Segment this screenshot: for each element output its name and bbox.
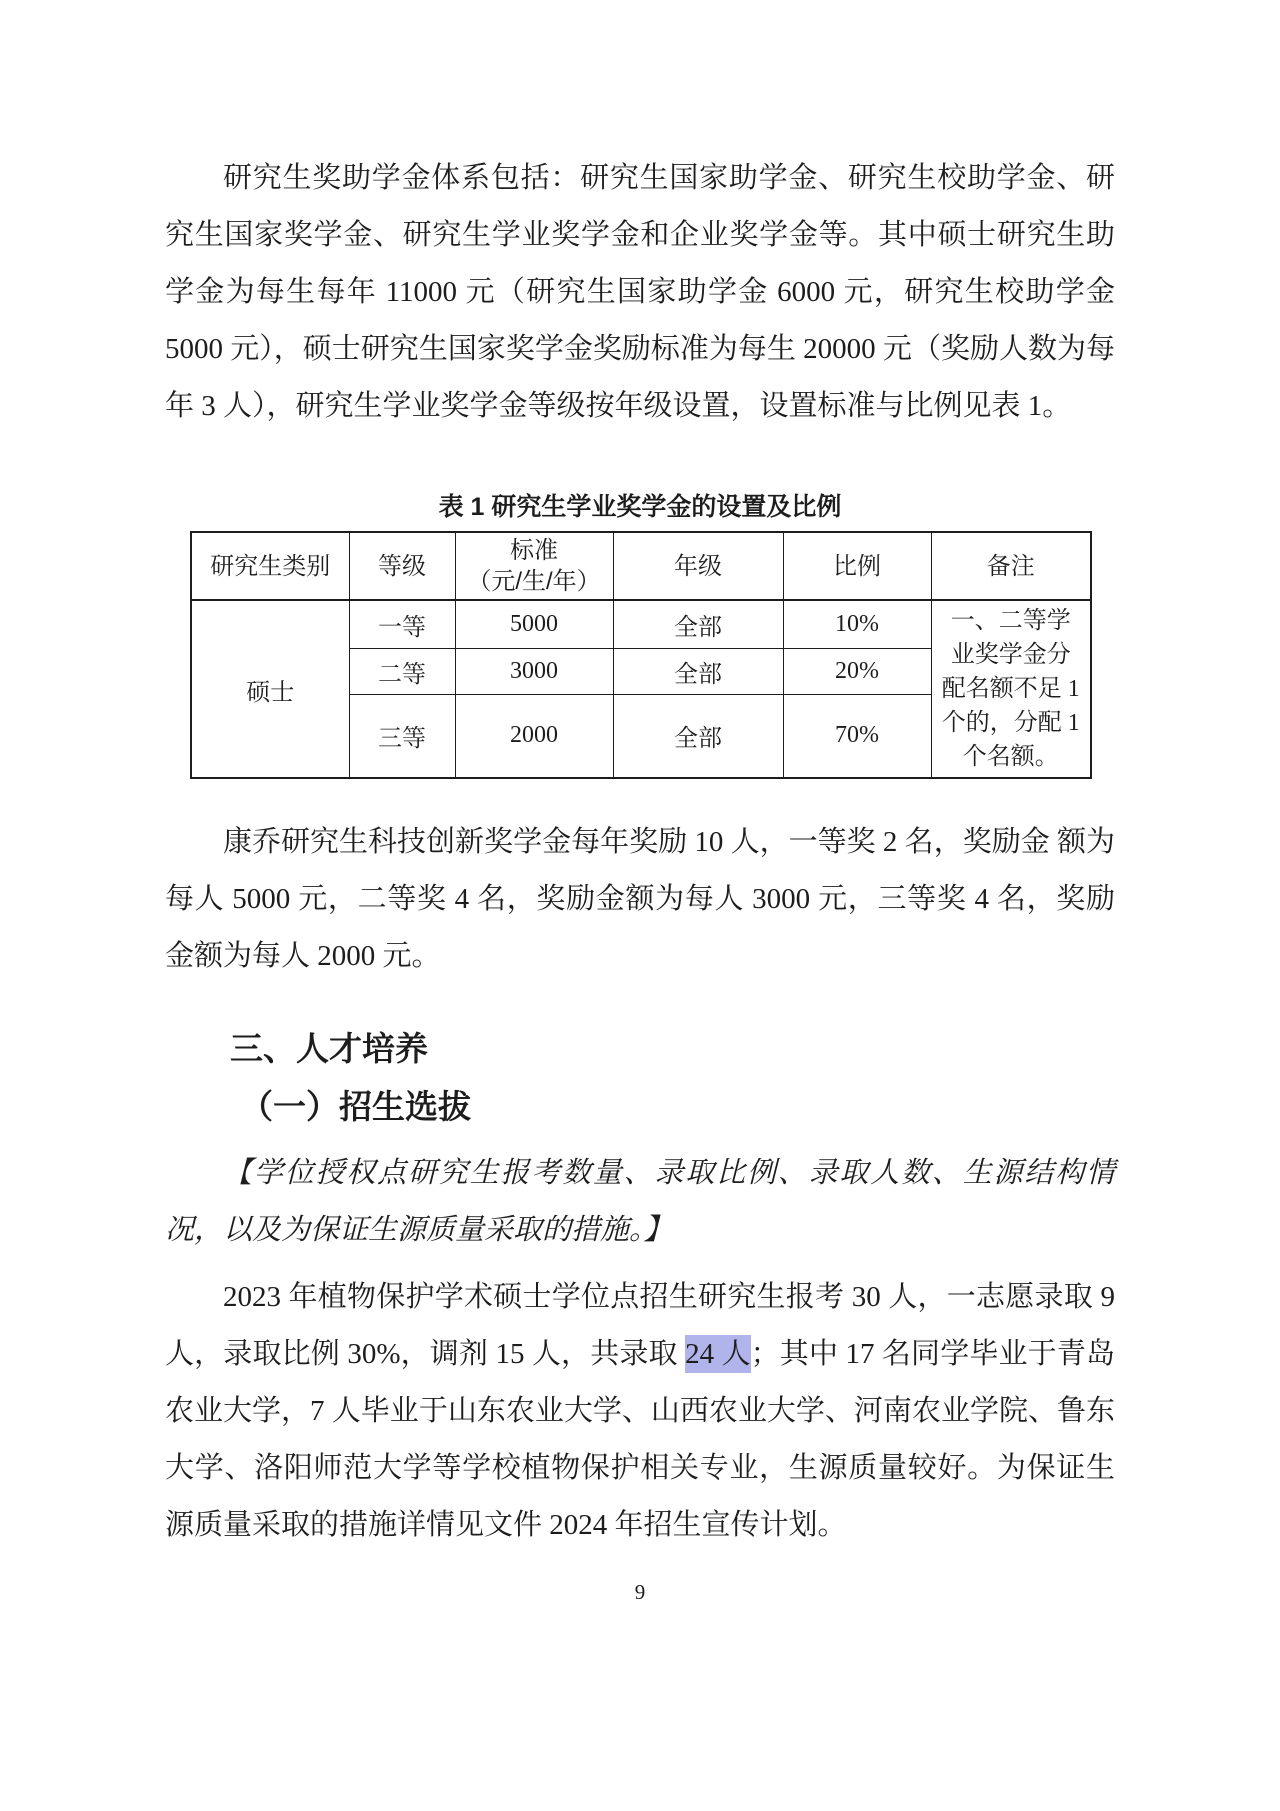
paragraph-bracket-note: 【学位授权点研究生报考数量、录取比例、录取人数、生源结构情况，以及为保证生源质量采取的措施。】 xyxy=(165,1157,1115,1246)
admissions-text-after: ；其中 17 名同学毕业于青岛农业大学，7 人毕业于山东农业大学、山西农业大学、河南农业学院、鲁东大学、洛阳师范大学等学校植物保护相关专业，生源质量较好。为保证生源质量采取的措施详情见文件 2024 年招生宣传计划。 xyxy=(165,1338,1115,1541)
header-grade: 等级 xyxy=(349,532,455,600)
cell-year: 全部 xyxy=(613,648,783,694)
table-header-row xyxy=(191,532,1091,600)
cell-ratio: 20% xyxy=(783,648,931,694)
header-standard xyxy=(455,532,613,600)
header-note: 备注 xyxy=(931,532,1091,600)
cell-standard: 5000 xyxy=(455,600,613,648)
cell-category-master: 硕士 xyxy=(191,600,349,778)
cell-grade: 二等 xyxy=(349,648,455,694)
header-standard-line2: （元/生/年） xyxy=(467,568,601,595)
admissions-highlighted-text: 24 人 xyxy=(685,1335,751,1373)
cell-ratio: 10% xyxy=(783,600,931,648)
section-heading-talent-cultivation: 三、人才培养 xyxy=(230,1030,428,1067)
cell-year: 全部 xyxy=(613,600,783,648)
cell-note: 一、二等学业奖学金分配名额不足 1 个的，分配 1 个名额。 xyxy=(931,600,1091,778)
cell-standard: 3000 xyxy=(455,648,613,694)
table-row xyxy=(191,600,1091,648)
page-number: 9 xyxy=(634,1580,646,1604)
cell-grade: 三等 xyxy=(349,694,455,778)
header-ratio: 比例 xyxy=(783,532,931,600)
admissions-text-before: 2023 年植物保护学术硕士学位点招生研究生报考 30 人，一志愿录取 9 人，录取比例 30%，调剂 15 人，共录取 xyxy=(165,1281,1115,1370)
subsection-heading-admission-selection: （一）招生选拔 xyxy=(240,1088,471,1125)
header-year: 年级 xyxy=(613,532,783,600)
table-1-scholarship-settings xyxy=(190,531,1092,779)
paragraph-kangqiao-award: 康乔研究生科技创新奖学金每年奖励 10 人，一等奖 2 名，奖励金 额为每人 5000 元，二等奖 4 名，奖励金额为每人 3000 元，三等奖 4 名，奖励金额为每人 2000 元。 xyxy=(165,826,1115,972)
cell-year: 全部 xyxy=(613,694,783,778)
paragraph-scholarship-system: 研究生奖助学金体系包括：研究生国家助学金、研究生校助学金、研究生国家奖学金、研究生学业奖学金和企业奖学金等。其中硕士研究生助学金为每生每年 11000 元（研究生国家助学金 6000 元，研究生校助学金 5000 元），硕士研究生国家奖学金奖励标准为每生 20000 元（奖励人数为每年 3 人），研究生学业奖学金等级按年级设置，设置标准与比例见表 1。 xyxy=(165,162,1115,422)
paragraph-admissions xyxy=(165,1269,1115,1554)
cell-ratio: 70% xyxy=(783,694,931,778)
table-1-title: 表 1 研究生学业奖学金的设置及比例 xyxy=(438,493,842,521)
cell-standard: 2000 xyxy=(455,694,613,778)
cell-grade: 一等 xyxy=(349,600,455,648)
header-category: 研究生类别 xyxy=(191,532,349,600)
header-standard-line1: 标准 xyxy=(510,537,558,564)
